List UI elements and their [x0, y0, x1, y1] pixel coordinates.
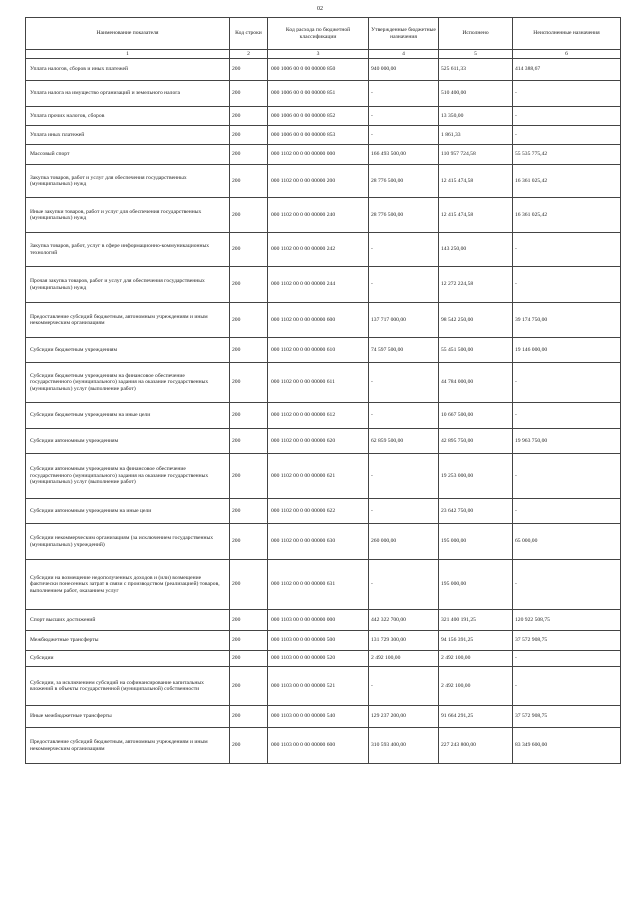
row-approved: 28 776 500,00 — [369, 165, 439, 198]
column-number: 2 — [230, 50, 268, 59]
row-line-code: 200 — [230, 107, 268, 126]
row-expense-code: 000 1006 00 0 00 00000 850 — [268, 59, 369, 81]
row-executed: 12 272 224,58 — [439, 267, 513, 303]
table-row — [26, 560, 621, 610]
row-line-code: 200 — [230, 429, 268, 454]
row-line-code: 200 — [230, 524, 268, 560]
row-name: Межбюджетные трансферты — [26, 631, 230, 651]
row-approved: - — [369, 267, 439, 303]
row-line-code: 200 — [230, 145, 268, 165]
row-line-code: 200 — [230, 728, 268, 764]
row-approved: - — [369, 126, 439, 145]
table-row — [26, 107, 621, 126]
row-unexecuted: - — [513, 81, 621, 107]
table-row — [26, 667, 621, 706]
row-executed: 19 253 000,00 — [439, 454, 513, 499]
table-row — [26, 651, 621, 667]
row-line-code: 200 — [230, 165, 268, 198]
row-line-code: 200 — [230, 81, 268, 107]
row-approved: - — [369, 81, 439, 107]
row-expense-code: 000 1102 00 0 00 00000 612 — [268, 403, 369, 429]
header-executed: Исполнено — [439, 18, 513, 50]
row-executed: 525 611,33 — [439, 59, 513, 81]
row-unexecuted: - — [513, 107, 621, 126]
row-expense-code: 000 1006 00 0 00 00000 853 — [268, 126, 369, 145]
row-name: Иные межбюджетные трансферты — [26, 706, 230, 728]
row-unexecuted: - — [513, 363, 621, 403]
row-executed: 195 000,00 — [439, 560, 513, 610]
row-unexecuted: 65 000,00 — [513, 524, 621, 560]
page-number: 02 — [317, 6, 323, 12]
row-name: Субсидии автономным учреждениям на иные цели — [26, 499, 230, 524]
row-executed: 143 250,00 — [439, 233, 513, 267]
table-row — [26, 363, 621, 403]
row-expense-code: 000 1102 00 0 00 00000 611 — [268, 363, 369, 403]
column-number: 4 — [369, 50, 439, 59]
row-unexecuted: - — [513, 267, 621, 303]
row-approved: 28 776 500,00 — [369, 198, 439, 233]
row-approved: 131 729 300,00 — [369, 631, 439, 651]
row-expense-code: 000 1102 00 0 00 00000 631 — [268, 560, 369, 610]
row-line-code: 200 — [230, 499, 268, 524]
column-number: 3 — [268, 50, 369, 59]
row-expense-code: 000 1006 00 0 00 00000 852 — [268, 107, 369, 126]
row-name: Уплата налогов, сборов и иных платежей — [26, 59, 230, 81]
row-name: Субсидии некоммерческим организациям (за исключением государственных (муниципальных) учреждений) — [26, 524, 230, 560]
table-row — [26, 728, 621, 764]
row-approved: - — [369, 667, 439, 706]
row-unexecuted: 120 922 508,75 — [513, 610, 621, 631]
row-executed: 94 156 391,25 — [439, 631, 513, 651]
row-approved: - — [369, 560, 439, 610]
header-unexecuted: Неисполненные назначения — [513, 18, 621, 50]
row-expense-code: 000 1102 00 0 00 00000 200 — [268, 165, 369, 198]
row-name: Массовый спорт — [26, 145, 230, 165]
row-unexecuted: 39 174 750,00 — [513, 303, 621, 338]
row-name: Субсидии автономным учреждениям — [26, 429, 230, 454]
row-line-code: 200 — [230, 233, 268, 267]
row-unexecuted: 16 361 025,42 — [513, 198, 621, 233]
row-name: Субсидии бюджетным учреждениям на иные цели — [26, 403, 230, 429]
column-number-row — [26, 50, 621, 59]
table-row — [26, 198, 621, 233]
table-row — [26, 454, 621, 499]
row-expense-code: 000 1102 00 0 00 00000 600 — [268, 303, 369, 338]
row-executed: 10 667 500,00 — [439, 403, 513, 429]
row-executed: 2 492 100,00 — [439, 667, 513, 706]
table-row — [26, 338, 621, 363]
column-number: 6 — [513, 50, 621, 59]
row-line-code: 200 — [230, 403, 268, 429]
column-number: 1 — [26, 50, 230, 59]
row-executed: 98 542 250,00 — [439, 303, 513, 338]
row-expense-code: 000 1102 00 0 00 00000 621 — [268, 454, 369, 499]
row-line-code: 200 — [230, 338, 268, 363]
table-row — [26, 631, 621, 651]
row-executed: 321 400 191,25 — [439, 610, 513, 631]
row-line-code: 200 — [230, 651, 268, 667]
row-unexecuted: 83 349 600,00 — [513, 728, 621, 764]
row-expense-code: 000 1006 00 0 00 00000 851 — [268, 81, 369, 107]
row-unexecuted: 16 361 025,42 — [513, 165, 621, 198]
table-row — [26, 233, 621, 267]
row-approved: - — [369, 499, 439, 524]
row-expense-code: 000 1103 00 0 00 00000 520 — [268, 651, 369, 667]
row-executed: 12 415 474,58 — [439, 198, 513, 233]
table-row — [26, 145, 621, 165]
row-name: Предоставление субсидий бюджетным, автономным учреждениям и иным некоммерческим организациям — [26, 728, 230, 764]
row-unexecuted: - — [513, 560, 621, 610]
row-approved: 442 322 700,00 — [369, 610, 439, 631]
column-number: 5 — [439, 50, 513, 59]
row-expense-code: 000 1102 00 0 00 00000 000 — [268, 145, 369, 165]
row-expense-code: 000 1102 00 0 00 00000 242 — [268, 233, 369, 267]
row-unexecuted: 55 535 775,42 — [513, 145, 621, 165]
row-name: Субсидии, за исключением субсидий на софинансирование капитальных вложений в объекты государственной (муниципальной) собственности — [26, 667, 230, 706]
table-row — [26, 524, 621, 560]
row-line-code: 200 — [230, 706, 268, 728]
row-executed: 195 000,00 — [439, 524, 513, 560]
row-executed: 42 895 750,00 — [439, 429, 513, 454]
row-expense-code: 000 1103 00 0 00 00000 500 — [268, 631, 369, 651]
row-unexecuted: 19 963 750,00 — [513, 429, 621, 454]
row-approved: 166 493 500,00 — [369, 145, 439, 165]
row-approved: - — [369, 107, 439, 126]
row-unexecuted: - — [513, 454, 621, 499]
row-line-code: 200 — [230, 198, 268, 233]
row-expense-code: 000 1103 00 0 00 00000 540 — [268, 706, 369, 728]
table-row — [26, 267, 621, 303]
row-unexecuted: - — [513, 667, 621, 706]
row-approved: 62 859 500,00 — [369, 429, 439, 454]
table-body — [26, 59, 621, 764]
row-name: Уплата прочих налогов, сборов — [26, 107, 230, 126]
row-executed: 510 400,00 — [439, 81, 513, 107]
table-row — [26, 403, 621, 429]
row-expense-code: 000 1102 00 0 00 00000 630 — [268, 524, 369, 560]
row-name: Субсидии на возмещение недополученных доходов и (или) возмещение фактически понесенных затрат в связи с производством (реализацией) товаров, выполнением работ, оказанием услуг — [26, 560, 230, 610]
row-executed: 13 350,00 — [439, 107, 513, 126]
row-executed: 2 492 100,00 — [439, 651, 513, 667]
row-unexecuted: 414 388,67 — [513, 59, 621, 81]
row-approved: - — [369, 454, 439, 499]
row-name: Субсидии — [26, 651, 230, 667]
row-approved: - — [369, 233, 439, 267]
row-approved: - — [369, 403, 439, 429]
row-expense-code: 000 1102 00 0 00 00000 610 — [268, 338, 369, 363]
header-approved: Утвержденные бюджетные назначения — [369, 18, 439, 50]
row-expense-code: 000 1102 00 0 00 00000 240 — [268, 198, 369, 233]
row-approved: 940 000,00 — [369, 59, 439, 81]
row-line-code: 200 — [230, 267, 268, 303]
row-executed: 44 784 000,00 — [439, 363, 513, 403]
row-approved: 74 597 500,00 — [369, 338, 439, 363]
row-line-code: 200 — [230, 560, 268, 610]
row-name: Предоставление субсидий бюджетным, автономным учреждениям и иным некоммерческим организациям — [26, 303, 230, 338]
row-executed: 1 861,33 — [439, 126, 513, 145]
table-row — [26, 610, 621, 631]
row-unexecuted: 19 146 000,00 — [513, 338, 621, 363]
row-approved: 129 237 200,00 — [369, 706, 439, 728]
row-expense-code: 000 1102 00 0 00 00000 620 — [268, 429, 369, 454]
row-approved: 2 492 100,00 — [369, 651, 439, 667]
row-approved: 310 593 400,00 — [369, 728, 439, 764]
header-expense-code: Код расхода по бюджетной классификации — [268, 18, 369, 50]
row-expense-code: 000 1103 00 0 00 00000 600 — [268, 728, 369, 764]
table-row — [26, 706, 621, 728]
row-executed: 110 957 724,58 — [439, 145, 513, 165]
row-line-code: 200 — [230, 454, 268, 499]
row-expense-code: 000 1103 00 0 00 00000 000 — [268, 610, 369, 631]
table-row — [26, 81, 621, 107]
row-approved: 260 000,00 — [369, 524, 439, 560]
row-name: Прочая закупка товаров, работ и услуг для обеспечения государственных (муниципальных) нужд — [26, 267, 230, 303]
table-row — [26, 499, 621, 524]
row-name: Закупка товаров, работ, услуг в сфере информационно-коммуникационных технологий — [26, 233, 230, 267]
row-unexecuted: - — [513, 651, 621, 667]
row-unexecuted: 37 572 908,75 — [513, 631, 621, 651]
row-name: Уплата иных платежей — [26, 126, 230, 145]
row-name: Субсидии бюджетным учреждениям — [26, 338, 230, 363]
row-expense-code: 000 1102 00 0 00 00000 622 — [268, 499, 369, 524]
table-row — [26, 429, 621, 454]
row-line-code: 200 — [230, 363, 268, 403]
row-approved: - — [369, 363, 439, 403]
row-line-code: 200 — [230, 59, 268, 81]
row-line-code: 200 — [230, 667, 268, 706]
header-line-code: Код строки — [230, 18, 268, 50]
row-unexecuted: - — [513, 126, 621, 145]
budget-execution-table — [25, 17, 621, 764]
table-row — [26, 303, 621, 338]
row-name: Спорт высших достижений — [26, 610, 230, 631]
row-unexecuted: - — [513, 233, 621, 267]
row-unexecuted: - — [513, 403, 621, 429]
row-name: Закупка товаров, работ и услуг для обеспечения государственных (муниципальных) нужд — [26, 165, 230, 198]
row-executed: 227 243 800,00 — [439, 728, 513, 764]
row-name: Субсидии бюджетным учреждениям на финансовое обеспечение государственного (муниципального) задания на оказание государственных (муниципальных) услуг (выполнение работ) — [26, 363, 230, 403]
row-expense-code: 000 1102 00 0 00 00000 244 — [268, 267, 369, 303]
row-name: Иные закупки товаров, работ и услуг для обеспечения государственных (муниципальных) нужд — [26, 198, 230, 233]
table-row — [26, 165, 621, 198]
row-executed: 23 642 750,00 — [439, 499, 513, 524]
row-unexecuted: - — [513, 499, 621, 524]
row-executed: 91 664 291,25 — [439, 706, 513, 728]
row-approved: 137 717 000,00 — [369, 303, 439, 338]
table-row — [26, 59, 621, 81]
header-row — [26, 18, 621, 50]
row-name: Уплата налога на имущество организаций и земельного налога — [26, 81, 230, 107]
row-expense-code: 000 1103 00 0 00 00000 521 — [268, 667, 369, 706]
table-row — [26, 126, 621, 145]
row-line-code: 200 — [230, 631, 268, 651]
row-name: Субсидии автономным учреждениям на финансовое обеспечение государственного (муниципального) задания на оказание государственных (муниципальных) услуг (выполнение работ) — [26, 454, 230, 499]
header-indicator-name: Наименование показателя — [26, 18, 230, 50]
row-line-code: 200 — [230, 303, 268, 338]
row-unexecuted: 37 572 908,75 — [513, 706, 621, 728]
row-line-code: 200 — [230, 126, 268, 145]
row-executed: 55 451 500,00 — [439, 338, 513, 363]
row-executed: 12 415 474,58 — [439, 165, 513, 198]
row-line-code: 200 — [230, 610, 268, 631]
